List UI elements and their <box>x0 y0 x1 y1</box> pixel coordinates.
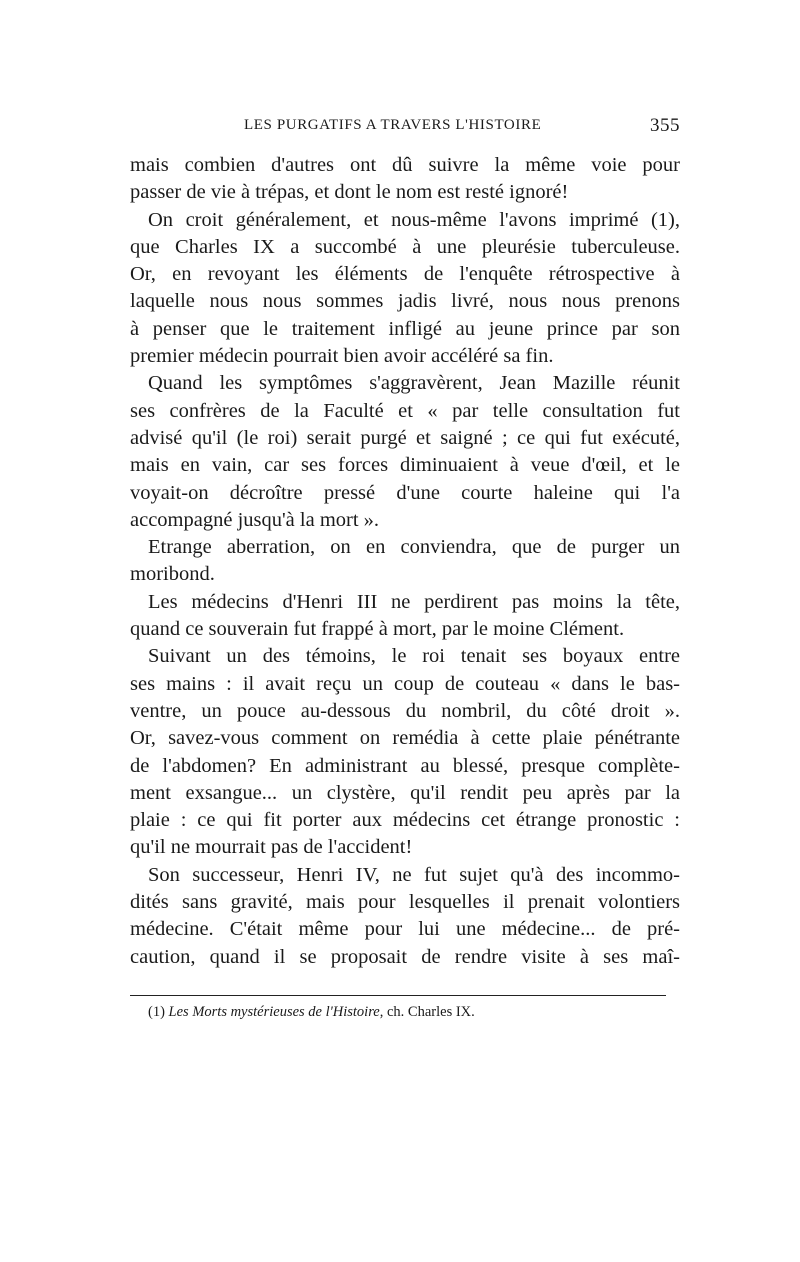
text-line: moribond. <box>130 563 215 586</box>
text-line: ses mains : il avait reçu un coup de couteau « dans le bas- <box>130 672 680 695</box>
text-line: dités sans gravité, mais pour lesquelles il prenait volontiers <box>130 891 680 914</box>
text-line: accompagné jusqu'à la mort ». <box>130 508 380 531</box>
text-line: plaie : ce qui fit porter aux médecins cet étrange pronostic : <box>130 809 680 832</box>
text-line: voyait-on décroître pressé d'une courte haleine qui l'a <box>130 481 680 504</box>
text-line: laquelle nous nous sommes jadis livré, nous nous prenons <box>130 290 680 313</box>
text-line: mais en vain, car ses forces diminuaient à veue d'œil, et le <box>130 454 680 477</box>
body-text <box>130 152 680 971</box>
footnote-marker: (1) <box>148 1004 165 1020</box>
footnote-title: Les Morts mystérieuses de l'Histoire <box>168 1004 380 1020</box>
footnote-rule <box>130 995 666 996</box>
text-line: Son successeur, Henri IV, ne fut sujet qu'à des incommo- <box>148 863 680 886</box>
text-line: quand ce souverain fut frappé à mort, par le moine Clément. <box>130 618 625 641</box>
footnote-rest: , ch. Charles IX. <box>379 1004 475 1020</box>
text-line: ment exsangue... un clystère, qu'il rendit peu après par la <box>130 781 680 804</box>
text-line: Suivant un des témoins, le roi tenait ses boyaux entre <box>148 645 680 668</box>
text-line: Les médecins d'Henri III ne perdirent pas moins la tête, <box>148 590 680 613</box>
text-line: passer de vie à trépas, et dont le nom est resté ignoré! <box>130 181 569 204</box>
text-line: advisé qu'il (le roi) serait purgé et saigné ; ce qui fut exécuté, <box>130 426 680 449</box>
running-head <box>130 117 680 141</box>
text-line: mais combien d'autres ont dû suivre la même voie pour <box>130 154 680 176</box>
text-line: Etrange aberration, on en conviendra, que de purger un <box>148 536 680 559</box>
text-line: que Charles IX a succombé à une pleurésie tuberculeuse. <box>130 235 680 258</box>
text-line: médecine. C'était même pour lui une médecine... de pré- <box>130 918 680 941</box>
text-line: ventre, un pouce au-dessous du nombril, du côté droit ». <box>130 699 680 722</box>
text-line: Or, en revoyant les éléments de l'enquête rétrospective à <box>130 263 680 286</box>
text-line: caution, quand il se proposait de rendre visite à ses maî- <box>130 945 680 968</box>
text-line: à penser que le traitement infligé au jeune prince par son <box>130 317 680 340</box>
text-line: de l'abdomen? En administrant au blessé, presque complète- <box>130 754 680 777</box>
text-line: Or, savez-vous comment on remédia à cette plaie pénétrante <box>130 727 680 750</box>
text-line: premier médecin pourrait bien avoir accéléré sa fin. <box>130 345 554 368</box>
running-title: LES PURGATIFS A TRAVERS L'HISTOIRE <box>244 117 542 133</box>
footnote <box>148 1004 475 1021</box>
text-line: qu'il ne mourrait pas de l'accident! <box>130 836 413 859</box>
page-number: 355 <box>650 115 680 136</box>
text-line: ses confrères de la Faculté et « par telle consultation fut <box>130 399 680 422</box>
text-line: Quand les symptômes s'aggravèrent, Jean Mazille réunit <box>148 372 680 395</box>
text-line: On croit généralement, et nous-même l'avons imprimé (1), <box>148 208 680 231</box>
